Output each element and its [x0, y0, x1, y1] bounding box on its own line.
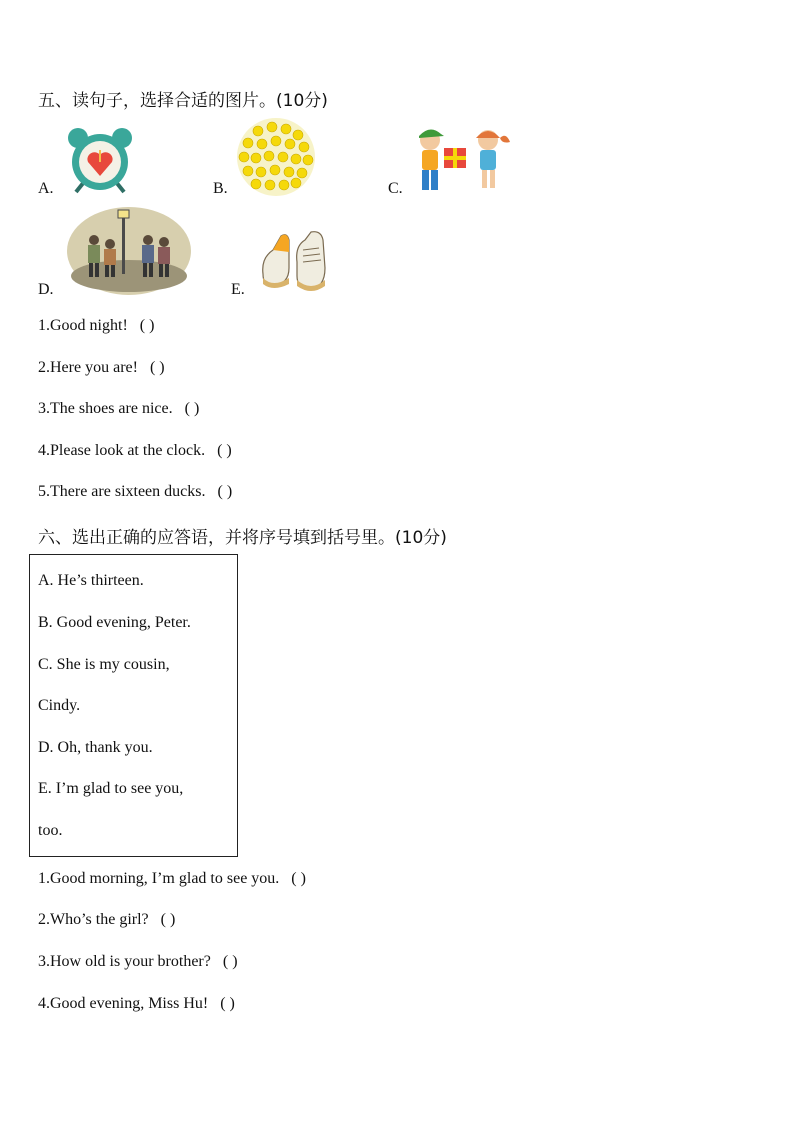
answer-blank[interactable]: ( )	[184, 400, 200, 417]
question-text: 1.Good morning, I’m glad to see you.	[38, 870, 280, 887]
answer-blank[interactable]: ( )	[291, 870, 306, 887]
picture-label-b: B.	[213, 180, 228, 197]
answer-blank[interactable]: ( )	[217, 442, 232, 459]
question-text: 3.The shoes are nice.	[38, 400, 173, 417]
picture-label-c: C.	[388, 180, 403, 197]
answer-blank[interactable]: ( )	[217, 483, 233, 500]
s6-question-4	[38, 995, 235, 1013]
question-text: 3.How old is your brother?	[38, 953, 211, 970]
answer-blank[interactable]: ( )	[149, 359, 165, 376]
answer-blank[interactable]: ( )	[220, 995, 235, 1012]
s6-question-3	[38, 953, 238, 971]
alarm-clock-picture	[64, 124, 136, 194]
s6-question-2	[38, 911, 175, 929]
option-a: A. He’s thirteen.	[38, 572, 144, 589]
question-text: 4.Good evening, Miss Hu!	[38, 995, 209, 1012]
gift-picture	[410, 124, 518, 196]
option-e: E. I’m glad to see you,	[38, 780, 184, 797]
option-b: B. Good evening, Peter.	[38, 614, 191, 631]
s6-question-1	[38, 870, 306, 888]
section-5-heading: 五、读句子，选择合适的图片。(10分)	[38, 91, 328, 111]
section-6-heading: 六、选出正确的应答语，并将序号填到括号里。(10分)	[38, 528, 447, 548]
question-text: 2.Here you are!	[38, 359, 138, 376]
shoes-picture	[259, 228, 327, 294]
s5-question-3	[38, 400, 199, 418]
answer-blank[interactable]: ( )	[139, 317, 155, 334]
picture-label-d: D.	[38, 281, 54, 298]
s5-question-5	[38, 483, 232, 501]
question-text: 4.Please look at the clock.	[38, 442, 206, 459]
option-e-continued: too.	[38, 822, 63, 839]
question-text: 5.There are sixteen ducks.	[38, 483, 206, 500]
night-walk-picture	[66, 206, 192, 296]
option-c-continued: Cindy.	[38, 697, 81, 714]
picture-label-e: E.	[231, 281, 245, 298]
option-c: C. She is my cousin,	[38, 656, 170, 673]
option-d: D. Oh, thank you.	[38, 739, 153, 756]
answer-blank[interactable]: ( )	[160, 911, 176, 928]
s5-question-1	[38, 317, 154, 335]
question-text: 2.Who’s the girl?	[38, 911, 149, 928]
picture-label-a: A.	[38, 180, 54, 197]
s5-question-4	[38, 442, 232, 460]
answer-blank[interactable]: ( )	[222, 953, 238, 970]
ducks-picture	[236, 117, 316, 197]
s5-question-2	[38, 359, 165, 377]
question-text: 1.Good night!	[38, 317, 128, 334]
